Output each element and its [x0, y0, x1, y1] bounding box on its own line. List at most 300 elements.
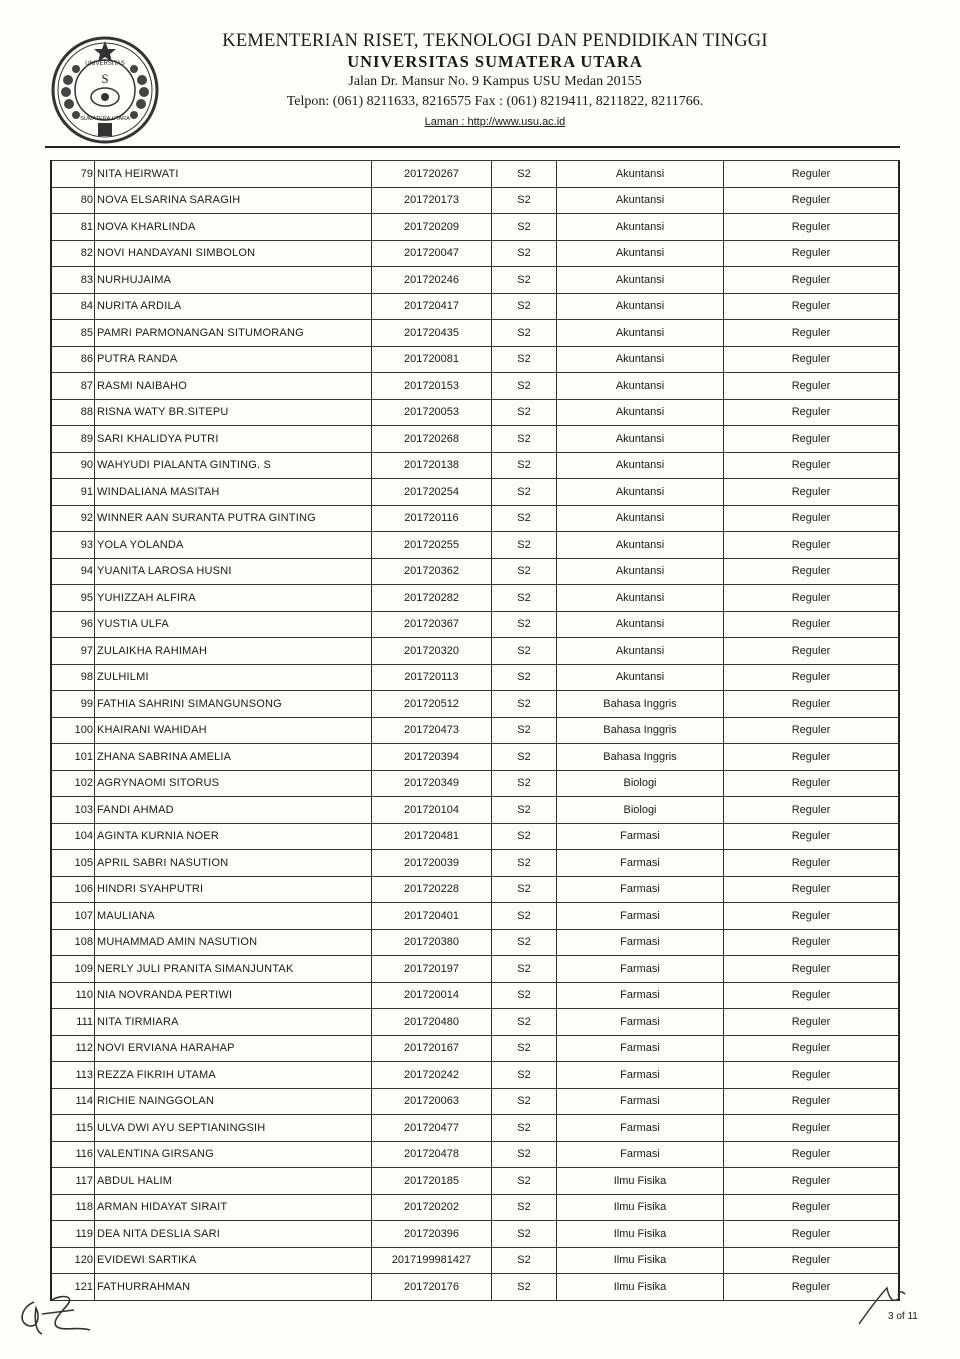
university-address: Jalan Dr. Mansur No. 9 Kampus USU Medan 20155 — [348, 74, 642, 89]
table-row — [51, 903, 899, 930]
row-number-cell: 110 — [51, 982, 95, 1009]
student-id-cell: 201720477 — [372, 1115, 492, 1142]
row-number-cell: 115 — [51, 1115, 95, 1142]
table-row — [51, 293, 899, 320]
row-number-cell: 103 — [51, 797, 95, 824]
degree-cell: S2 — [492, 585, 557, 612]
student-id-cell: 201720478 — [372, 1141, 492, 1168]
ministry-name: KEMENTERIAN RISET, TEKNOLOGI DAN PENDIDIKAN TINGGI — [222, 31, 768, 51]
table-row — [51, 611, 899, 638]
student-id-cell: 201720209 — [372, 214, 492, 241]
class-type-cell: Reguler — [724, 585, 900, 612]
student-id-cell: 201720173 — [372, 187, 492, 214]
degree-cell: S2 — [492, 982, 557, 1009]
student-id-cell: 201720197 — [372, 956, 492, 983]
university-website-link[interactable]: Laman : http://www.usu.ac.id — [424, 116, 566, 128]
degree-cell: S2 — [492, 399, 557, 426]
table-row — [51, 691, 899, 718]
program-cell: Bahasa Inggris — [557, 717, 724, 744]
class-type-cell: Reguler — [724, 850, 900, 877]
program-cell: Akuntansi — [557, 267, 724, 294]
class-type-cell: Reguler — [724, 187, 900, 214]
program-cell: Akuntansi — [557, 187, 724, 214]
table-row — [51, 346, 899, 373]
student-name-cell: NERLY JULI PRANITA SIMANJUNTAK — [95, 956, 372, 983]
program-cell: Farmasi — [557, 1088, 724, 1115]
row-number-cell: 102 — [51, 770, 95, 797]
degree-cell: S2 — [492, 691, 557, 718]
row-number-cell: 105 — [51, 850, 95, 877]
student-id-cell: 201720396 — [372, 1221, 492, 1248]
program-cell: Farmasi — [557, 1035, 724, 1062]
student-id-cell: 201720473 — [372, 717, 492, 744]
table-row — [51, 797, 899, 824]
student-name-cell: NITA HEIRWATI — [95, 161, 372, 188]
student-name-cell: WAHYUDI PIALANTA GINTING. S — [95, 452, 372, 479]
table-row — [51, 1168, 899, 1195]
student-name-cell: KHAIRANI WAHIDAH — [95, 717, 372, 744]
student-id-cell: 201720063 — [372, 1088, 492, 1115]
degree-cell: S2 — [492, 452, 557, 479]
table-row — [51, 956, 899, 983]
student-id-cell: 201720267 — [372, 161, 492, 188]
table-row — [51, 240, 899, 267]
table-row — [51, 1009, 899, 1036]
degree-cell: S2 — [492, 1247, 557, 1274]
row-number-cell: 79 — [51, 161, 95, 188]
program-cell: Akuntansi — [557, 505, 724, 532]
table-row — [51, 1062, 899, 1089]
letterhead-text — [220, 30, 770, 132]
program-cell: Akuntansi — [557, 452, 724, 479]
student-id-cell: 201720113 — [372, 664, 492, 691]
table-row — [51, 1274, 899, 1301]
program-cell: Farmasi — [557, 823, 724, 850]
table-row — [51, 850, 899, 877]
program-cell: Akuntansi — [557, 611, 724, 638]
degree-cell: S2 — [492, 426, 557, 453]
row-number-cell: 114 — [51, 1088, 95, 1115]
class-type-cell: Reguler — [724, 1035, 900, 1062]
program-cell: Akuntansi — [557, 426, 724, 453]
class-type-cell: Reguler — [724, 956, 900, 983]
table-row — [51, 717, 899, 744]
program-cell: Ilmu Fisika — [557, 1274, 724, 1301]
program-cell: Farmasi — [557, 982, 724, 1009]
row-number-cell: 99 — [51, 691, 95, 718]
row-number-cell: 97 — [51, 638, 95, 665]
class-type-cell: Reguler — [724, 452, 900, 479]
student-name-cell: MAULIANA — [95, 903, 372, 930]
degree-cell: S2 — [492, 1009, 557, 1036]
row-number-cell: 107 — [51, 903, 95, 930]
row-number-cell: 87 — [51, 373, 95, 400]
student-id-cell: 201720104 — [372, 797, 492, 824]
class-type-cell: Reguler — [724, 161, 900, 188]
table-row — [51, 1115, 899, 1142]
student-id-cell: 201720116 — [372, 505, 492, 532]
program-cell: Farmasi — [557, 1009, 724, 1036]
class-type-cell: Reguler — [724, 744, 900, 771]
degree-cell: S2 — [492, 187, 557, 214]
student-name-cell: ARMAN HIDAYAT SIRAIT — [95, 1194, 372, 1221]
program-cell: Farmasi — [557, 956, 724, 983]
class-type-cell: Reguler — [724, 1274, 900, 1301]
student-name-cell: ZHANA SABRINA AMELIA — [95, 744, 372, 771]
degree-cell: S2 — [492, 956, 557, 983]
student-name-cell: SARI KHALIDYA PUTRI — [95, 426, 372, 453]
table-row — [51, 479, 899, 506]
class-type-cell: Reguler — [724, 479, 900, 506]
student-id-cell: 201720380 — [372, 929, 492, 956]
table-row — [51, 532, 899, 559]
class-type-cell: Reguler — [724, 532, 900, 559]
program-cell: Farmasi — [557, 1141, 724, 1168]
student-id-cell: 201720268 — [372, 426, 492, 453]
signature-initials — [12, 1280, 102, 1340]
program-cell: Akuntansi — [557, 532, 724, 559]
degree-cell: S2 — [492, 1035, 557, 1062]
row-number-cell: 92 — [51, 505, 95, 532]
program-cell: Akuntansi — [557, 373, 724, 400]
degree-cell: S2 — [492, 1194, 557, 1221]
degree-cell: S2 — [492, 558, 557, 585]
student-name-cell: APRIL SABRI NASUTION — [95, 850, 372, 877]
student-name-cell: NOVI HANDAYANI SIMBOLON — [95, 240, 372, 267]
student-id-cell: 201720039 — [372, 850, 492, 877]
row-number-cell: 119 — [51, 1221, 95, 1248]
program-cell: Akuntansi — [557, 558, 724, 585]
program-cell: Farmasi — [557, 876, 724, 903]
class-type-cell: Reguler — [724, 505, 900, 532]
class-type-cell: Reguler — [724, 399, 900, 426]
degree-cell: S2 — [492, 770, 557, 797]
table-row — [51, 982, 899, 1009]
class-type-cell: Reguler — [724, 691, 900, 718]
table-row — [51, 399, 899, 426]
student-id-cell: 201720349 — [372, 770, 492, 797]
letterhead — [0, 0, 960, 150]
class-type-cell: Reguler — [724, 664, 900, 691]
student-id-cell: 201720081 — [372, 346, 492, 373]
degree-cell: S2 — [492, 611, 557, 638]
row-number-cell: 100 — [51, 717, 95, 744]
program-cell: Biologi — [557, 770, 724, 797]
student-name-cell: YOLA YOLANDA — [95, 532, 372, 559]
program-cell: Akuntansi — [557, 161, 724, 188]
row-number-cell: 83 — [51, 267, 95, 294]
table-row — [51, 1194, 899, 1221]
degree-cell: S2 — [492, 267, 557, 294]
degree-cell: S2 — [492, 744, 557, 771]
student-name-cell: ZULAIKHA RAHIMAH — [95, 638, 372, 665]
degree-cell: S2 — [492, 664, 557, 691]
student-name-cell: PUTRA RANDA — [95, 346, 372, 373]
degree-cell: S2 — [492, 638, 557, 665]
class-type-cell: Reguler — [724, 1221, 900, 1248]
student-name-cell: FANDI AHMAD — [95, 797, 372, 824]
class-type-cell: Reguler — [724, 1115, 900, 1142]
student-name-cell: NOVI ERVIANA HARAHAP — [95, 1035, 372, 1062]
degree-cell: S2 — [492, 240, 557, 267]
class-type-cell: Reguler — [724, 373, 900, 400]
student-name-cell: REZZA FIKRIH UTAMA — [95, 1062, 372, 1089]
class-type-cell: Reguler — [724, 1247, 900, 1274]
program-cell: Ilmu Fisika — [557, 1168, 724, 1195]
table-row — [51, 1035, 899, 1062]
row-number-cell: 118 — [51, 1194, 95, 1221]
page-number: 3 of 11 — [888, 1311, 918, 1322]
degree-cell: S2 — [492, 903, 557, 930]
student-name-cell: RICHIE NAINGGOLAN — [95, 1088, 372, 1115]
student-id-cell: 201720176 — [372, 1274, 492, 1301]
program-cell: Bahasa Inggris — [557, 691, 724, 718]
row-number-cell: 112 — [51, 1035, 95, 1062]
row-number-cell: 106 — [51, 876, 95, 903]
degree-cell: S2 — [492, 1221, 557, 1248]
university-phone: Telpon: (061) 8211633, 8216575 Fax : (061) 8219411, 8211822, 8211766. — [286, 94, 704, 109]
student-name-cell: ABDUL HALIM — [95, 1168, 372, 1195]
program-cell: Akuntansi — [557, 214, 724, 241]
row-number-cell: 88 — [51, 399, 95, 426]
degree-cell: S2 — [492, 1141, 557, 1168]
student-id-cell: 201720367 — [372, 611, 492, 638]
class-type-cell: Reguler — [724, 770, 900, 797]
table-row — [51, 214, 899, 241]
student-id-cell: 201720047 — [372, 240, 492, 267]
table-row — [51, 320, 899, 347]
student-table — [50, 160, 900, 1301]
student-id-cell: 201720053 — [372, 399, 492, 426]
student-name-cell: ZULHILMI — [95, 664, 372, 691]
row-number-cell: 82 — [51, 240, 95, 267]
degree-cell: S2 — [492, 1115, 557, 1142]
program-cell: Farmasi — [557, 850, 724, 877]
degree-cell: S2 — [492, 850, 557, 877]
student-name-cell: MUHAMMAD AMIN NASUTION — [95, 929, 372, 956]
program-cell: Akuntansi — [557, 585, 724, 612]
row-number-cell: 108 — [51, 929, 95, 956]
table-row — [51, 187, 899, 214]
program-cell: Akuntansi — [557, 399, 724, 426]
student-id-cell: 201720167 — [372, 1035, 492, 1062]
program-cell: Ilmu Fisika — [557, 1247, 724, 1274]
class-type-cell: Reguler — [724, 1009, 900, 1036]
row-number-cell: 120 — [51, 1247, 95, 1274]
class-type-cell: Reguler — [724, 982, 900, 1009]
student-name-cell: NURHUJAIMA — [95, 267, 372, 294]
student-name-cell: PAMRI PARMONANGAN SITUMORANG — [95, 320, 372, 347]
university-name: UNIVERSITAS SUMATERA UTARA — [347, 52, 643, 71]
program-cell: Farmasi — [557, 929, 724, 956]
student-name-cell: YUHIZZAH ALFIRA — [95, 585, 372, 612]
degree-cell: S2 — [492, 505, 557, 532]
row-number-cell: 113 — [51, 1062, 95, 1089]
student-name-cell: RASMI NAIBAHO — [95, 373, 372, 400]
row-number-cell: 93 — [51, 532, 95, 559]
row-number-cell: 81 — [51, 214, 95, 241]
svg-text:S: S — [101, 71, 109, 86]
class-type-cell: Reguler — [724, 876, 900, 903]
student-id-cell: 201720417 — [372, 293, 492, 320]
row-number-cell: 89 — [51, 426, 95, 453]
program-cell: Bahasa Inggris — [557, 744, 724, 771]
program-cell: Akuntansi — [557, 346, 724, 373]
table-row — [51, 1141, 899, 1168]
student-name-cell: ULVA DWI AYU SEPTIANINGSIH — [95, 1115, 372, 1142]
student-id-cell: 201720512 — [372, 691, 492, 718]
student-name-cell: EVIDEWI SARTIKA — [95, 1247, 372, 1274]
class-type-cell: Reguler — [724, 929, 900, 956]
degree-cell: S2 — [492, 717, 557, 744]
degree-cell: S2 — [492, 876, 557, 903]
student-id-cell: 201720254 — [372, 479, 492, 506]
class-type-cell: Reguler — [724, 346, 900, 373]
table-row — [51, 161, 899, 188]
student-id-cell: 201720401 — [372, 903, 492, 930]
student-name-cell: WINNER AAN SURANTA PUTRA GINTING — [95, 505, 372, 532]
student-name-cell: WINDALIANA MASITAH — [95, 479, 372, 506]
student-name-cell: AGRYNAOMI SITORUS — [95, 770, 372, 797]
table-row — [51, 664, 899, 691]
signature-paraf — [855, 1280, 915, 1330]
degree-cell: S2 — [492, 214, 557, 241]
row-number-cell: 117 — [51, 1168, 95, 1195]
student-name-cell: YUANITA LAROSA HUSNI — [95, 558, 372, 585]
student-name-cell: NOVA KHARLINDA — [95, 214, 372, 241]
program-cell: Akuntansi — [557, 479, 724, 506]
table-row — [51, 373, 899, 400]
degree-cell: S2 — [492, 373, 557, 400]
program-cell: Akuntansi — [557, 320, 724, 347]
student-name-cell: HINDRI SYAHPUTRI — [95, 876, 372, 903]
student-id-cell: 201720320 — [372, 638, 492, 665]
class-type-cell: Reguler — [724, 267, 900, 294]
row-number-cell: 98 — [51, 664, 95, 691]
university-seal-logo — [50, 35, 160, 145]
table-row — [51, 558, 899, 585]
row-number-cell: 85 — [51, 320, 95, 347]
table-row — [51, 1221, 899, 1248]
program-cell: Farmasi — [557, 1115, 724, 1142]
student-name-cell: NIA NOVRANDA PERTIWI — [95, 982, 372, 1009]
table-row — [51, 823, 899, 850]
row-number-cell: 94 — [51, 558, 95, 585]
student-id-cell: 201720014 — [372, 982, 492, 1009]
class-type-cell: Reguler — [724, 240, 900, 267]
class-type-cell: Reguler — [724, 1062, 900, 1089]
class-type-cell: Reguler — [724, 1168, 900, 1195]
student-name-cell: AGINTA KURNIA NOER — [95, 823, 372, 850]
table-row — [51, 452, 899, 479]
table-row — [51, 638, 899, 665]
class-type-cell: Reguler — [724, 797, 900, 824]
class-type-cell: Reguler — [724, 320, 900, 347]
row-number-cell: 80 — [51, 187, 95, 214]
degree-cell: S2 — [492, 797, 557, 824]
table-row — [51, 1247, 899, 1274]
class-type-cell: Reguler — [724, 558, 900, 585]
class-type-cell: Reguler — [724, 1194, 900, 1221]
row-number-cell: 96 — [51, 611, 95, 638]
program-cell: Biologi — [557, 797, 724, 824]
student-id-cell: 201720228 — [372, 876, 492, 903]
class-type-cell: Reguler — [724, 214, 900, 241]
degree-cell: S2 — [492, 823, 557, 850]
row-number-cell: 109 — [51, 956, 95, 983]
student-id-cell: 201720138 — [372, 452, 492, 479]
student-id-cell: 2017199981427 — [372, 1247, 492, 1274]
student-name-cell: NOVA ELSARINA SARAGIH — [95, 187, 372, 214]
row-number-cell: 121 — [51, 1274, 95, 1301]
class-type-cell: Reguler — [724, 638, 900, 665]
degree-cell: S2 — [492, 1088, 557, 1115]
class-type-cell: Reguler — [724, 1088, 900, 1115]
degree-cell: S2 — [492, 293, 557, 320]
letterhead-divider — [45, 146, 900, 148]
program-cell: Akuntansi — [557, 664, 724, 691]
student-id-cell: 201720246 — [372, 267, 492, 294]
row-number-cell: 84 — [51, 293, 95, 320]
student-id-cell: 201720255 — [372, 532, 492, 559]
program-cell: Farmasi — [557, 1062, 724, 1089]
program-cell: Akuntansi — [557, 293, 724, 320]
table-row — [51, 585, 899, 612]
student-name-cell: DEA NITA DESLIA SARI — [95, 1221, 372, 1248]
student-name-cell: RISNA WATY BR.SITEPU — [95, 399, 372, 426]
student-id-cell: 201720394 — [372, 744, 492, 771]
student-name-cell: YUSTIA ULFA — [95, 611, 372, 638]
class-type-cell: Reguler — [724, 1141, 900, 1168]
table-row — [51, 1088, 899, 1115]
program-cell: Akuntansi — [557, 638, 724, 665]
table-row — [51, 505, 899, 532]
svg-text:UNIVERSITAS: UNIVERSITAS — [85, 61, 125, 67]
class-type-cell: Reguler — [724, 293, 900, 320]
table-row — [51, 744, 899, 771]
table-row — [51, 876, 899, 903]
degree-cell: S2 — [492, 929, 557, 956]
degree-cell: S2 — [492, 346, 557, 373]
row-number-cell: 91 — [51, 479, 95, 506]
student-id-cell: 201720153 — [372, 373, 492, 400]
degree-cell: S2 — [492, 479, 557, 506]
degree-cell: S2 — [492, 532, 557, 559]
student-id-cell: 201720362 — [372, 558, 492, 585]
degree-cell: S2 — [492, 1274, 557, 1301]
student-id-cell: 201720202 — [372, 1194, 492, 1221]
student-name-cell: FATHIA SAHRINI SIMANGUNSONG — [95, 691, 372, 718]
class-type-cell: Reguler — [724, 903, 900, 930]
row-number-cell: 104 — [51, 823, 95, 850]
student-id-cell: 201720481 — [372, 823, 492, 850]
degree-cell: S2 — [492, 161, 557, 188]
svg-text:SUMATERA UTARA: SUMATERA UTARA — [80, 116, 130, 122]
row-number-cell: 86 — [51, 346, 95, 373]
row-number-cell: 111 — [51, 1009, 95, 1036]
student-table-container — [50, 160, 900, 1301]
student-id-cell: 201720480 — [372, 1009, 492, 1036]
class-type-cell: Reguler — [724, 823, 900, 850]
student-id-cell: 201720185 — [372, 1168, 492, 1195]
program-cell: Farmasi — [557, 903, 724, 930]
program-cell: Ilmu Fisika — [557, 1194, 724, 1221]
student-id-cell: 201720435 — [372, 320, 492, 347]
table-row — [51, 426, 899, 453]
class-type-cell: Reguler — [724, 426, 900, 453]
row-number-cell: 90 — [51, 452, 95, 479]
row-number-cell: 101 — [51, 744, 95, 771]
